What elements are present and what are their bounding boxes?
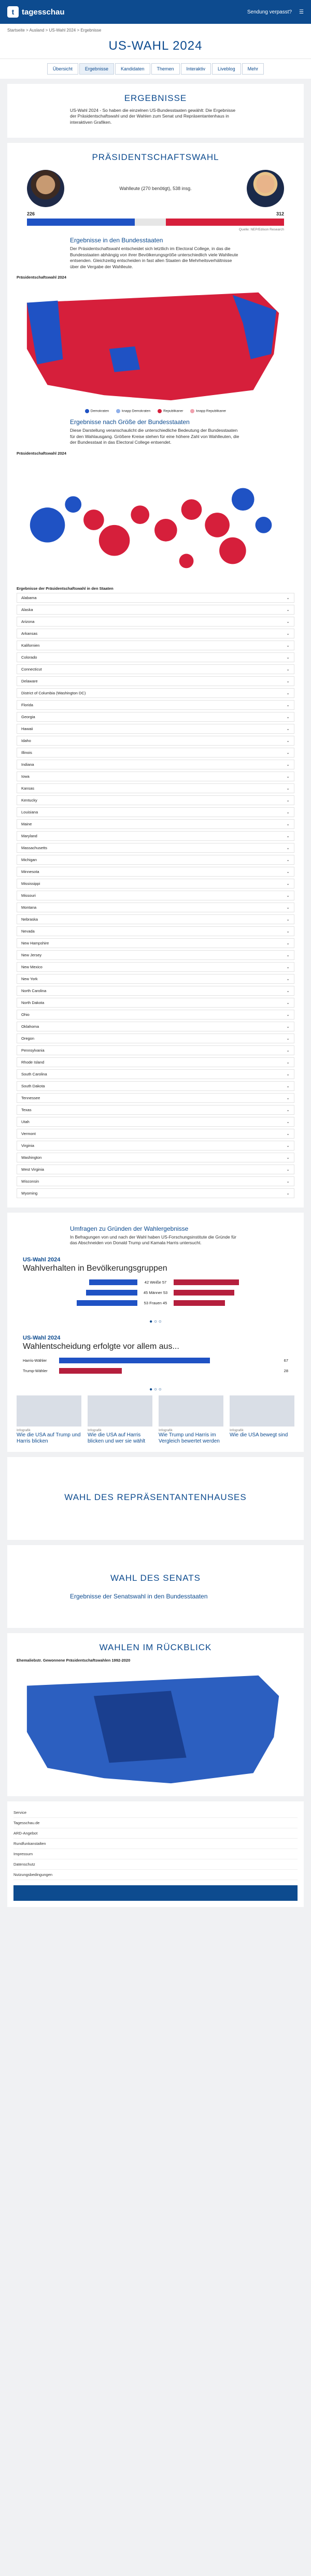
chevron-down-icon: ⌄ (286, 690, 290, 695)
state-row[interactable] (17, 1034, 294, 1043)
history-map[interactable] (17, 1665, 294, 1789)
state-name: Maine (21, 821, 32, 826)
menu-icon[interactable]: ☰ (299, 9, 304, 15)
state-row[interactable] (17, 938, 294, 948)
poll-label: Männer (149, 1290, 162, 1296)
state-row[interactable] (17, 819, 294, 829)
states-text: Der Präsidentschaftswahl entscheidet sich letztlich im Electoral College, in das die Bundesstaaten abhängig von ihrer Bevölkerungsgröße unterschiedlich viele Wahlleute entsenden. Gleichzeitig entscheiden in fast allen Staaten die Mehrheitsverhältnisse über die Vergabe der Wahlleute. (70, 246, 238, 269)
state-name: Maryland (21, 833, 37, 838)
state-name: West Virginia (21, 1167, 44, 1172)
chevron-down-icon: ⌄ (286, 774, 290, 779)
chevron-down-icon: ⌄ (286, 1167, 290, 1172)
chevron-down-icon: ⌄ (286, 654, 290, 660)
state-row[interactable] (17, 1153, 294, 1162)
state-name: Montana (21, 905, 37, 910)
state-row[interactable] (17, 641, 294, 650)
state-row[interactable] (17, 1141, 294, 1151)
breadcrumb[interactable]: Startseite > Ausland > US-Wahl 2024 > Ergebnisse (0, 24, 311, 37)
legend-label: Demokraten (90, 410, 109, 413)
state-name: Kansas (21, 785, 35, 791)
state-name: Colorado (21, 654, 37, 660)
state-name: Arkansas (21, 631, 38, 636)
state-name: Mississippi (21, 881, 40, 886)
state-row[interactable] (17, 605, 294, 615)
history-heading: WAHLEN IM RÜCKBLICK (99, 1642, 212, 1652)
tab-6[interactable]: Mehr (242, 63, 264, 75)
carousel-dots[interactable]: ● ○ ○ (149, 1318, 162, 1325)
footer-bar (13, 1885, 298, 1901)
teaser-card[interactable] (230, 1395, 294, 1445)
house-section (7, 1457, 304, 1540)
chevron-down-icon: ⌄ (286, 619, 290, 624)
poll-label: Weiße (150, 1280, 161, 1285)
president-source: Quelle: NEP/Edison Research (238, 228, 284, 232)
chevron-down-icon: ⌄ (286, 881, 290, 886)
state-row[interactable] (17, 1057, 294, 1067)
teaser-kicker: Infografik (17, 1428, 31, 1432)
state-name: New Mexico (21, 964, 43, 969)
state-name: New Jersey (21, 952, 42, 957)
chevron-down-icon: ⌄ (286, 809, 290, 814)
senate-section (7, 1545, 304, 1628)
poll-r: 45 (162, 1301, 167, 1306)
state-row[interactable] (17, 807, 294, 817)
state-name: Connecticut (21, 666, 42, 672)
states-heading: Ergebnisse in den Bundesstaaten (70, 237, 163, 244)
state-row[interactable] (17, 795, 294, 805)
tab-bar (0, 59, 311, 79)
chevron-down-icon: ⌄ (286, 785, 290, 791)
chevron-down-icon: ⌄ (286, 1107, 290, 1112)
state-row[interactable] (17, 843, 294, 853)
state-name: Arizona (21, 619, 35, 624)
state-name: Utah (21, 1119, 30, 1124)
state-row[interactable] (17, 736, 294, 746)
chevron-down-icon: ⌄ (286, 1036, 290, 1041)
chevron-down-icon: ⌄ (286, 1059, 290, 1065)
chevron-down-icon: ⌄ (286, 595, 290, 600)
state-name: Oklahoma (21, 1024, 39, 1029)
search-link[interactable]: Sendung verpasst? (247, 9, 292, 15)
chevron-down-icon: ⌄ (286, 1083, 290, 1088)
chevron-down-icon: ⌄ (286, 988, 290, 993)
state-row[interactable] (17, 724, 294, 734)
state-row[interactable] (17, 1093, 294, 1103)
electoral-bar (27, 219, 284, 226)
poll-d: 53 (144, 1301, 149, 1306)
state-row[interactable] (17, 676, 294, 686)
state-row[interactable] (17, 688, 294, 698)
results-heading: ERGEBNISSE (124, 93, 187, 103)
state-row[interactable] (17, 1022, 294, 1031)
results-text: US-Wahl 2024 - So haben die einzelnen US-Bundesstaaten gewählt: Die Ergebnisse der Präsidentschaftswahl und der Wahlen zum Senat und Repräsentantenhaus in interaktiven Grafiken. (70, 108, 236, 125)
president-subtitle: Wahlleute (270 benötigt), 538 insg. (119, 186, 192, 192)
state-name: Missouri (21, 893, 36, 898)
chevron-down-icon: ⌄ (286, 1131, 290, 1136)
polls-section (7, 1213, 304, 1452)
president-heading: PRÄSIDENTSCHAFTSWAHL (92, 152, 219, 163)
legend-item (85, 409, 109, 413)
rep-electors: 312 (276, 211, 284, 217)
state-name: Nevada (21, 928, 35, 934)
teaser-title: Wie Trump und Harris im Vergleich bewertet werden (159, 1432, 220, 1444)
poll-label-2: Harris-Wähler (23, 1358, 47, 1363)
teaser-image (17, 1395, 81, 1427)
state-row[interactable] (17, 1105, 294, 1115)
state-name: Rhode Island (21, 1059, 45, 1065)
chevron-down-icon: ⌄ (286, 952, 290, 957)
state-name: Virginia (21, 1143, 34, 1148)
chevron-down-icon: ⌄ (286, 702, 290, 707)
us-results-map[interactable] (17, 282, 294, 406)
size-text: Diese Darstellung veranschaulicht die unterschiedliche Bedeutung der Bundesstaaten für den Wahlausgang. Größere Kreise stehen für eine höhere Zahl von Wahlleuten, die der Bundesstaat in das Electoral College entsendet. (70, 428, 239, 445)
state-row[interactable] (17, 855, 294, 865)
chevron-down-icon: ⌄ (286, 666, 290, 672)
state-name: Washington (21, 1155, 42, 1160)
poll-value-2: 67 (284, 1358, 288, 1363)
tab-3[interactable]: Themen (151, 63, 180, 75)
bubble-map[interactable] (17, 458, 294, 582)
footer-link[interactable]: Datenschutz (13, 1859, 298, 1870)
dem-electors: 226 (27, 211, 35, 217)
chevron-down-icon: ⌄ (286, 893, 290, 898)
state-name: Iowa (21, 774, 30, 779)
state-name: District of Columbia (Washington DC) (21, 690, 86, 695)
header-tools (247, 9, 304, 15)
poll-tag-2: US-Wahl 2024 (23, 1334, 61, 1341)
state-name: South Dakota (21, 1083, 45, 1088)
tab-0[interactable]: Übersicht (47, 63, 78, 75)
state-name: Illinois (21, 750, 32, 755)
state-row[interactable] (17, 1165, 294, 1174)
legend-label: knapp Demokraten (122, 410, 151, 413)
history-section (7, 1633, 304, 1796)
state-name: Nebraska (21, 916, 38, 922)
poll-row (23, 1298, 288, 1308)
state-row[interactable] (17, 962, 294, 972)
state-name: South Carolina (21, 1071, 47, 1076)
state-name: Delaware (21, 678, 38, 683)
chevron-down-icon: ⌄ (286, 726, 290, 731)
poll-label-2: Trump-Wähler (23, 1369, 48, 1374)
state-name: Oregon (21, 1036, 35, 1041)
state-name: Indiana (21, 762, 34, 767)
state-name: New York (21, 976, 38, 981)
teaser-title: Wie die USA auf Trump und Harris blicken (17, 1432, 81, 1444)
chevron-down-icon: ⌄ (286, 678, 290, 683)
state-row[interactable] (17, 664, 294, 674)
teaser-kicker: Infografik (230, 1428, 244, 1432)
poll-title-2: Wahlentscheidung erfolgte vor allem aus... (23, 1342, 179, 1351)
state-row[interactable] (17, 926, 294, 936)
state-name: Wisconsin (21, 1178, 39, 1184)
state-row[interactable] (17, 783, 294, 793)
logo-icon: t (7, 6, 19, 18)
page-title: US-WAHL 2024 (108, 39, 203, 53)
state-name: Kentucky (21, 797, 37, 803)
poll-row (23, 1277, 288, 1288)
state-row[interactable] (17, 1117, 294, 1127)
state-name: Texas (21, 1107, 32, 1112)
site-header (0, 0, 311, 24)
chevron-down-icon: ⌄ (286, 643, 290, 648)
legend-item (190, 409, 226, 413)
results-section (7, 84, 304, 138)
state-row[interactable] (17, 950, 294, 960)
state-row[interactable] (17, 879, 294, 889)
state-name: Michigan (21, 857, 37, 862)
poll-row-2 (23, 1356, 288, 1366)
state-name: Alaska (21, 607, 33, 612)
state-row[interactable] (17, 986, 294, 996)
state-list-heading: Ergebnisse der Präsidentschaftswahl in den Staaten (17, 586, 114, 591)
chevron-down-icon: ⌄ (286, 714, 290, 719)
tab-1[interactable]: Ergebnisse (79, 63, 114, 75)
senate-sub: Ergebnisse der Senatswahl in den Bundesstaaten (70, 1592, 208, 1600)
state-row[interactable] (17, 1069, 294, 1079)
state-row[interactable] (17, 1129, 294, 1139)
state-name: Wyoming (21, 1190, 38, 1196)
teaser-image (88, 1395, 152, 1427)
chevron-down-icon: ⌄ (286, 821, 290, 826)
chevron-down-icon: ⌄ (286, 1143, 290, 1148)
state-row[interactable] (17, 867, 294, 877)
teaser-card[interactable] (88, 1395, 152, 1445)
poll-d: 42 (144, 1280, 149, 1285)
poll-d: 45 (143, 1290, 148, 1296)
state-name: Georgia (21, 714, 35, 719)
state-name: Kalifornien (21, 643, 40, 648)
footer-link[interactable]: ARD-Angebot (13, 1828, 298, 1839)
state-name: North Dakota (21, 1000, 45, 1005)
candidate-trump-photo (247, 170, 284, 207)
state-row[interactable] (17, 1045, 294, 1055)
poll-card-motive (17, 1330, 294, 1381)
teaser-title: Wie die USA auf Harris blicken und wer sie wählt (88, 1432, 146, 1444)
chevron-down-icon: ⌄ (286, 857, 290, 862)
poll-label: Frauen (149, 1301, 162, 1306)
state-row[interactable] (17, 1010, 294, 1020)
state-row[interactable] (17, 772, 294, 781)
chevron-down-icon: ⌄ (286, 1012, 290, 1017)
chevron-down-icon: ⌄ (286, 964, 290, 969)
chevron-down-icon: ⌄ (286, 905, 290, 910)
state-name: Tennessee (21, 1095, 40, 1100)
legend-item (158, 409, 183, 413)
poll-value-2: 28 (284, 1369, 288, 1374)
house-heading: WAHL DES REPRÄSENTANTENHAUSES (64, 1492, 247, 1502)
state-name: Idaho (21, 738, 31, 743)
poll-row-2 (23, 1366, 288, 1376)
teaser-card[interactable] (17, 1395, 81, 1445)
state-name: Alabama (21, 595, 37, 600)
state-row[interactable] (17, 1188, 294, 1198)
poll-card-groups (17, 1251, 294, 1314)
state-row[interactable] (17, 617, 294, 627)
chevron-down-icon: ⌄ (286, 1178, 290, 1184)
state-row[interactable] (17, 760, 294, 769)
state-row[interactable] (17, 998, 294, 1008)
chevron-down-icon: ⌄ (286, 750, 290, 755)
state-row[interactable] (17, 831, 294, 841)
teaser-image (230, 1395, 294, 1427)
senate-heading: WAHL DES SENATS (110, 1573, 201, 1583)
chevron-down-icon: ⌄ (286, 976, 290, 981)
poll-title: Wahlverhalten in Bevölkerungsgruppen (23, 1263, 167, 1273)
state-name: Hawaii (21, 726, 33, 731)
president-section (7, 143, 304, 1207)
chevron-down-icon: ⌄ (286, 762, 290, 767)
poll-r: 57 (162, 1280, 167, 1285)
legend-label: Republikaner (163, 410, 183, 413)
size-heading: Ergebnisse nach Größe der Bundesstaaten (70, 418, 190, 426)
state-row[interactable] (17, 629, 294, 638)
state-name: New Hampshire (21, 940, 49, 945)
state-name: Florida (21, 702, 33, 707)
state-row[interactable] (17, 903, 294, 912)
chevron-down-icon: ⌄ (286, 797, 290, 803)
chevron-down-icon: ⌄ (286, 1024, 290, 1029)
state-row[interactable] (17, 700, 294, 710)
teaser-grid (17, 1395, 294, 1445)
chevron-down-icon: ⌄ (286, 1119, 290, 1124)
map-legend (17, 409, 294, 413)
carousel-dots-2[interactable]: ● ○ ○ (149, 1386, 162, 1392)
state-name: Pennsylvania (21, 1047, 45, 1053)
tab-4[interactable]: Interaktiv (181, 63, 211, 75)
chevron-down-icon: ⌄ (286, 738, 290, 743)
chevron-down-icon: ⌄ (286, 869, 290, 874)
state-name: Louisiana (21, 809, 38, 814)
polls-heading: Umfragen zu Gründen der Wahlergebnisse (70, 1225, 189, 1232)
candidate-harris-photo (27, 170, 64, 207)
state-row[interactable] (17, 1081, 294, 1091)
logo[interactable]: t tagesschau (7, 6, 65, 18)
poll-tag: US-Wahl 2024 (23, 1256, 61, 1263)
chevron-down-icon: ⌄ (286, 1095, 290, 1100)
legend-item (116, 409, 150, 413)
state-row[interactable] (17, 914, 294, 924)
state-row[interactable] (17, 593, 294, 603)
chevron-down-icon: ⌄ (286, 1000, 290, 1005)
footer-link[interactable]: Service (13, 1808, 298, 1818)
state-name: Minnesota (21, 869, 39, 874)
footer-link[interactable]: Nutzungsbedingungen (13, 1870, 298, 1880)
chevron-down-icon: ⌄ (286, 1047, 290, 1053)
state-row[interactable] (17, 652, 294, 662)
state-name: North Carolina (21, 988, 47, 993)
footer-link[interactable]: Tagesschau.de (13, 1818, 298, 1828)
chevron-down-icon: ⌄ (286, 1155, 290, 1160)
state-row[interactable] (17, 1176, 294, 1186)
chevron-down-icon: ⌄ (286, 833, 290, 838)
tab-2[interactable]: Kandidaten (115, 63, 150, 75)
state-row[interactable] (17, 891, 294, 900)
state-name: Ohio (21, 1012, 30, 1017)
polls-text: In Befragungen von und nach der Wahl haben US-Forschungsinstitute die Gründe für das Abschneiden von Donald Trump und Kamala Harris untersucht. (70, 1234, 236, 1246)
poll-r: 53 (163, 1290, 168, 1296)
teaser-title: Wie die USA bewegt sind (230, 1432, 288, 1438)
state-row[interactable] (17, 974, 294, 984)
chevron-down-icon: ⌄ (286, 940, 290, 945)
chevron-down-icon: ⌄ (286, 607, 290, 612)
history-map-title: Ehemaliebstr. Gewonnene Präsidentschaftswahlen 1992-2020 (17, 1657, 131, 1663)
chevron-down-icon: ⌄ (286, 631, 290, 636)
state-name: Vermont (21, 1131, 36, 1136)
chevron-down-icon: ⌄ (286, 916, 290, 922)
footer-link[interactable]: Rundfunkanstalten (13, 1839, 298, 1849)
teaser-card[interactable] (159, 1395, 223, 1445)
state-row[interactable] (17, 748, 294, 758)
state-name: Massachusetts (21, 845, 48, 850)
map-title: Präsidentschaftswahl 2024 (17, 275, 66, 280)
chevron-down-icon: ⌄ (286, 928, 290, 934)
legend-label: knapp Republikaner (196, 410, 227, 413)
bubble-map-title: Präsidentschaftswahl 2024 (17, 450, 66, 456)
poll-row (23, 1288, 288, 1298)
footer-link[interactable]: Impressum (13, 1849, 298, 1859)
state-row[interactable] (17, 712, 294, 722)
teaser-kicker: Infografik (88, 1428, 102, 1432)
chevron-down-icon: ⌄ (286, 1071, 290, 1076)
chevron-down-icon: ⌄ (286, 1190, 290, 1196)
teaser-kicker: Infografik (159, 1428, 173, 1432)
tab-5[interactable]: Liveblog (212, 63, 241, 75)
chevron-down-icon: ⌄ (286, 845, 290, 850)
teaser-image (159, 1395, 223, 1427)
footer (7, 1801, 304, 1907)
